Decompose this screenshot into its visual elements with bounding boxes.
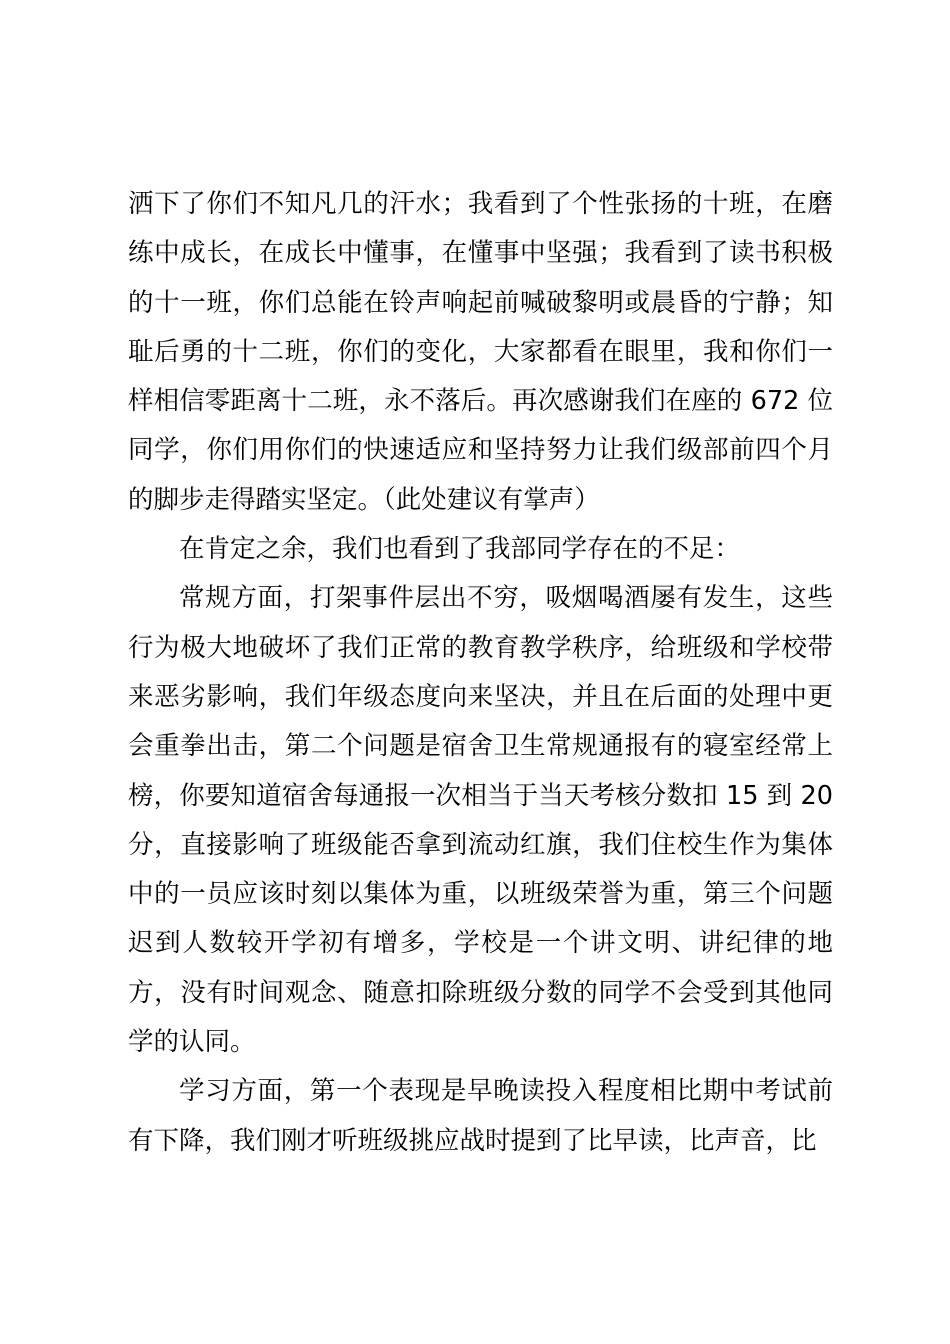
paragraph-study: 学习方面，第一个表现是早晚读投入程度相比期中考试前有下降，我们刚才听班级挑应战时提到了比早读，比声音，比 — [128, 1076, 833, 1156]
document-body — [128, 180, 833, 1166]
paragraph-continuation: 洒下了你们不知凡几的汗水；我看到了个性张扬的十班，在磨练中成长，在成长中懂事，在懂事中坚强；我看到了读书积极的十一班，你们总能在铃声响起前喊破黎明或晨昏的宁静；知耻后勇的十二班，你们的变化，大家都看在眼里，我和你们一样相信零距离十二班，永不落后。再次感谢我们在座的 672 位同学，你们用你们的快速适应和坚持努力让我们级部前四个月的脚步走得踏实坚定。（此处建议有掌声） — [128, 189, 833, 515]
paragraph-routine: 常规方面，打架事件层出不穷，吸烟喝酒屡有发生，这些行为极大地破坏了我们正常的教育教学秩序，给班级和学校带来恶劣影响，我们年级态度向来坚决，并且在后面的处理中更会重拳出击，第二个问题是宿舍卫生常规通报有的寝室经常上榜，你要知道宿舍每通报一次相当于当天考核分数扣 15 到 20 分，直接影响了班级能否拿到流动红旗，我们住校生作为集体中的一员应该时刻以集体为重，以班级荣誉为重，第三个问题迟到人数较开学初有增多，学校是一个讲文明、讲纪律的地方，没有时间观念、随意扣除班级分数的同学不会受到其他同学的认同。 — [128, 583, 833, 1058]
paragraph-shortcomings-intro: 在肯定之余，我们也看到了我部同学存在的不足： — [179, 534, 741, 565]
